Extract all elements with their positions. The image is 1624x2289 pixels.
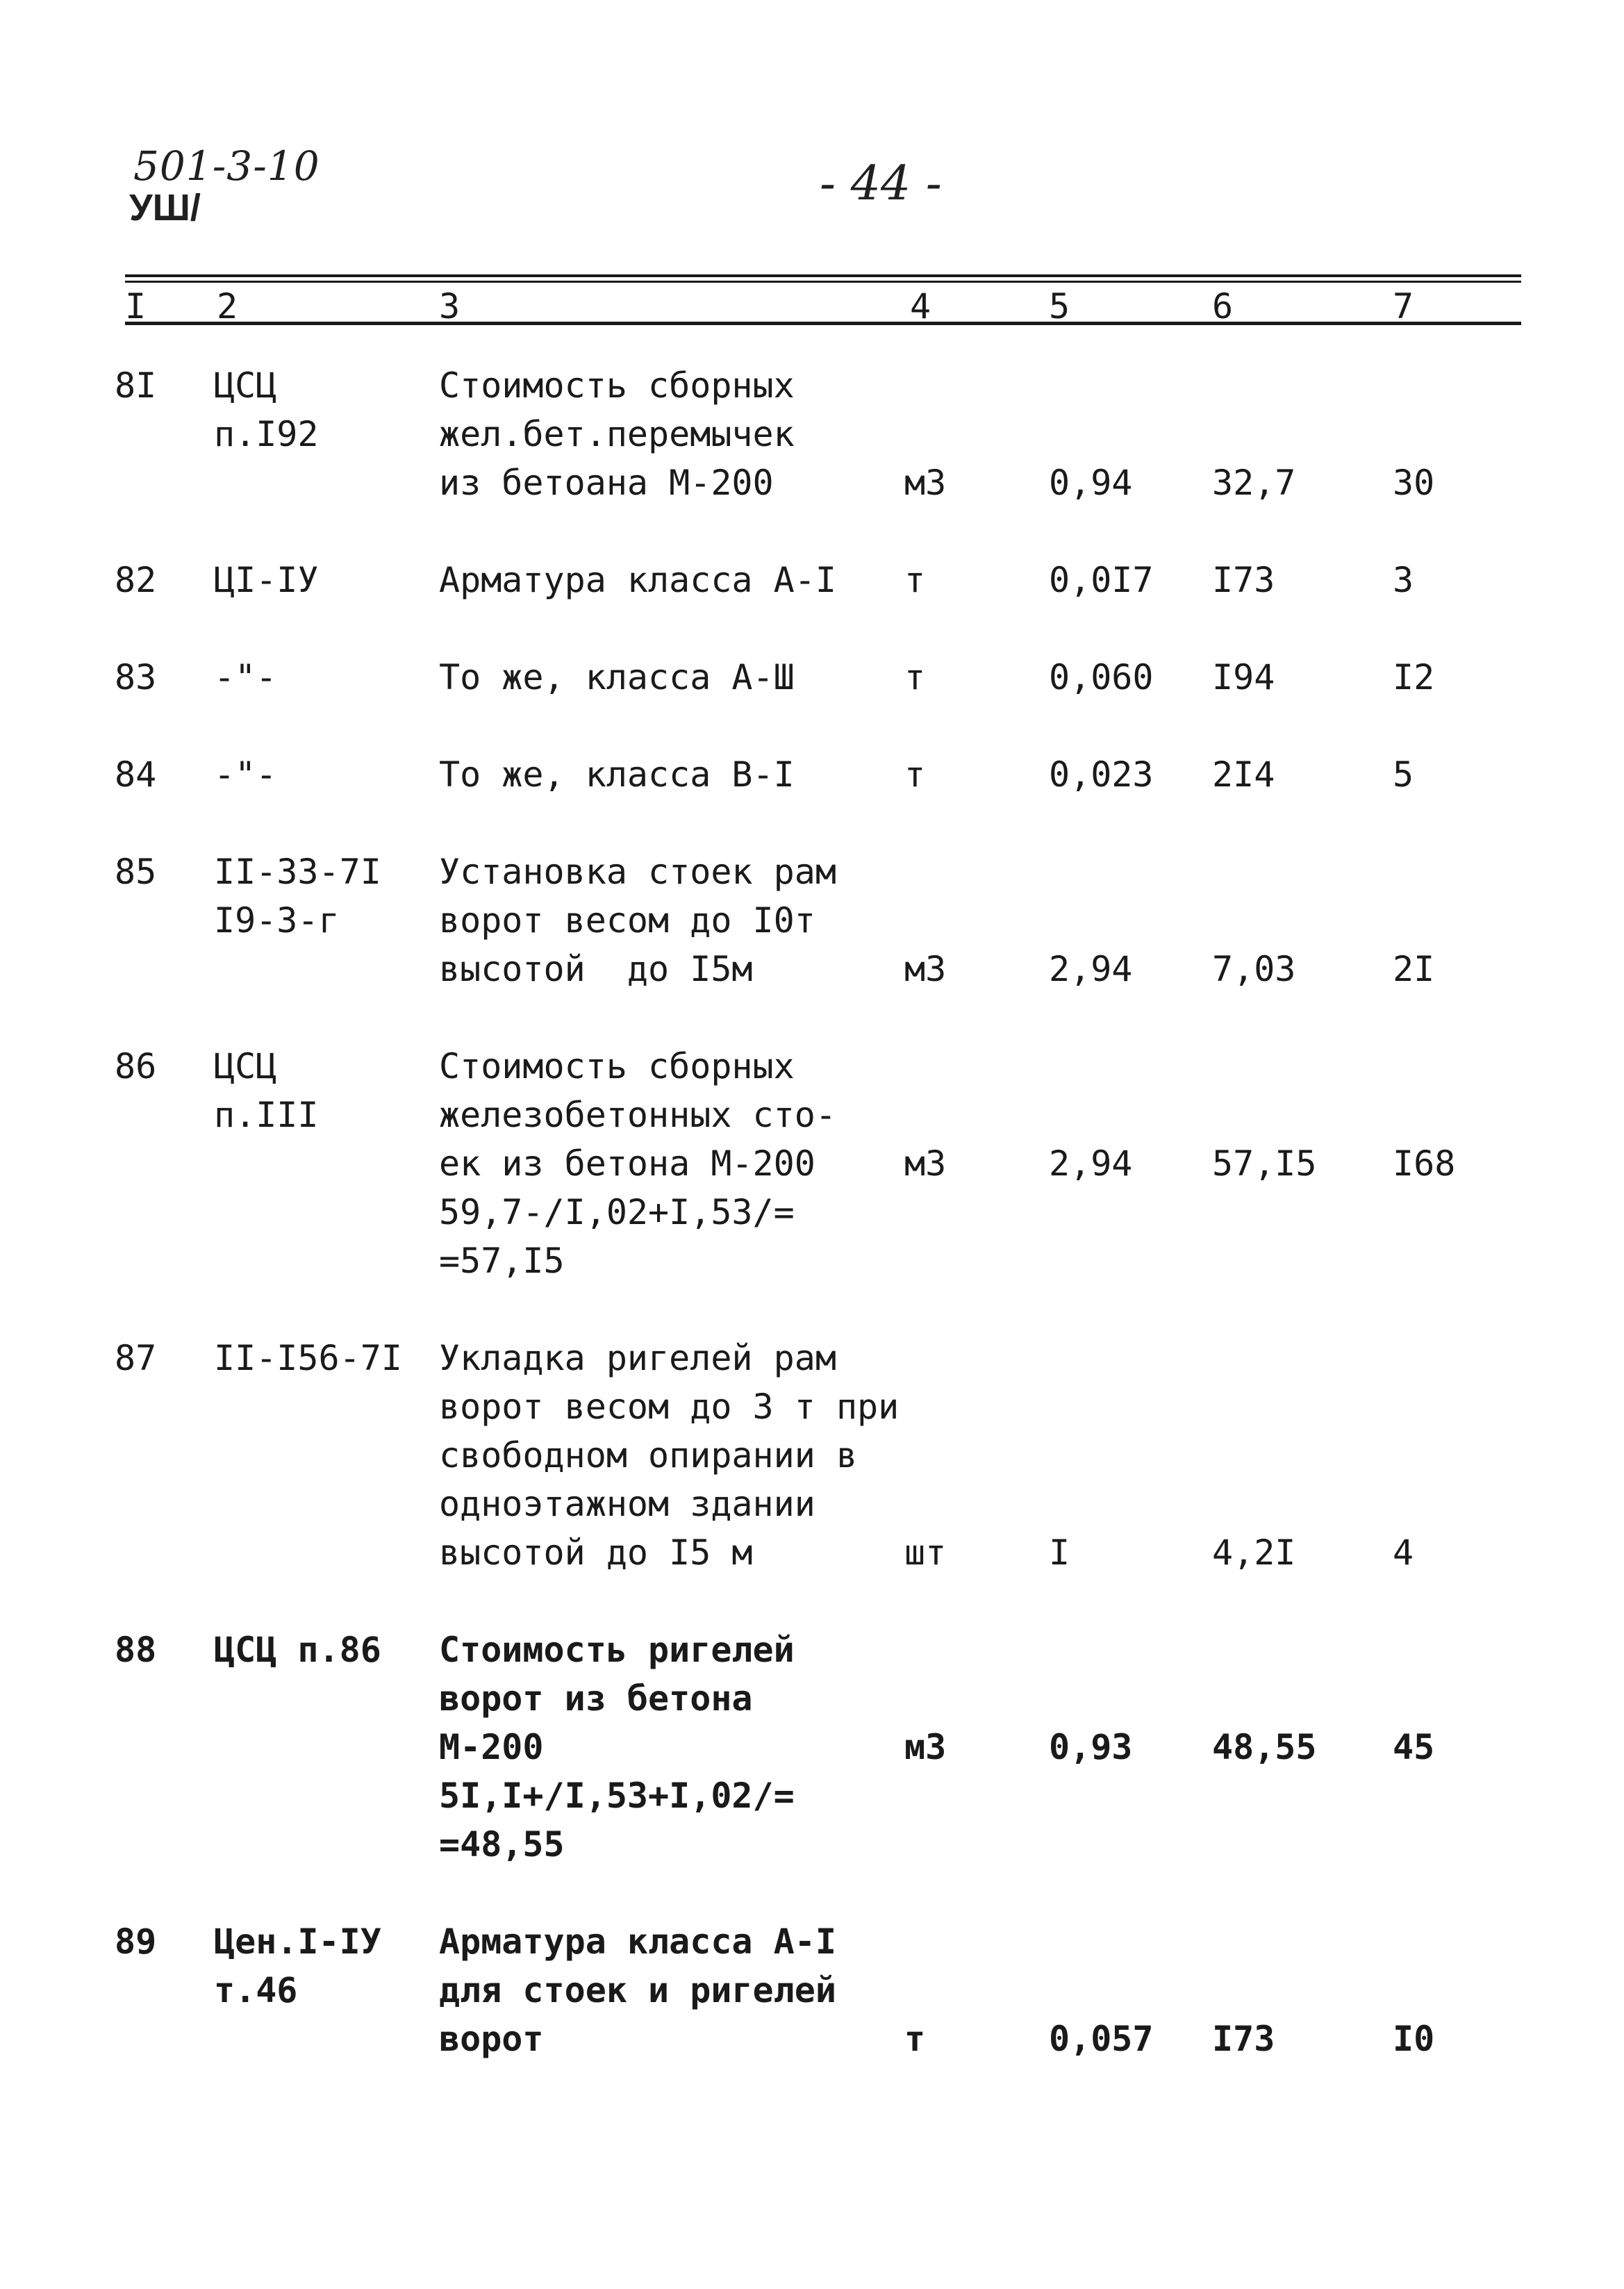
work-description: То же, класса В-I <box>439 754 795 795</box>
quantity: 0,93 <box>1049 1727 1133 1767</box>
column-header-6: 6 <box>1212 286 1234 327</box>
reference-code: II-I56-7I <box>214 1338 402 1378</box>
unit: т <box>904 2019 926 2059</box>
reference-code: I9-3-г <box>214 900 340 941</box>
column-header-1: I <box>125 286 147 327</box>
total-cost: I0 <box>1393 2019 1435 2059</box>
row-number: 89 <box>115 1922 157 1962</box>
unit-price: 57,I5 <box>1212 1143 1317 1184</box>
quantity: I <box>1049 1532 1070 1573</box>
quantity: 0,0I7 <box>1049 560 1154 600</box>
unit: м3 <box>904 1727 947 1767</box>
total-cost: 45 <box>1393 1727 1435 1767</box>
row-number: 84 <box>115 754 157 795</box>
total-cost: 4 <box>1393 1532 1414 1573</box>
unit: т <box>904 560 926 600</box>
quantity: 2,94 <box>1049 949 1133 989</box>
work-description: М-200 <box>439 1727 544 1767</box>
column-header-5: 5 <box>1049 286 1070 327</box>
quantity: 0,057 <box>1049 2019 1154 2059</box>
reference-code: ЦСЦ п.86 <box>214 1630 381 1670</box>
row-number: 86 <box>115 1046 157 1086</box>
row-number: 87 <box>115 1338 157 1378</box>
total-cost: 5 <box>1393 754 1414 795</box>
row-number: 82 <box>115 560 157 600</box>
work-description: ек из бетона М-200 <box>439 1143 815 1184</box>
column-header-2: 2 <box>217 286 238 327</box>
unit: т <box>904 657 926 697</box>
unit: шт <box>904 1532 947 1573</box>
work-description: ворот весом до I0т <box>439 900 815 941</box>
reference-code: -"- <box>214 657 277 697</box>
total-cost: 30 <box>1393 463 1435 503</box>
total-cost: I2 <box>1393 657 1435 697</box>
work-description: Стоимость сборных <box>439 1046 795 1086</box>
work-description: 5I,I+/I,53+I,02/= <box>439 1776 795 1816</box>
header-rule-top <box>125 274 1521 277</box>
quantity: 0,060 <box>1049 657 1154 697</box>
column-header-4: 4 <box>910 286 931 327</box>
row-number: 83 <box>115 657 157 697</box>
total-cost: I68 <box>1393 1143 1456 1184</box>
unit: т <box>904 754 926 795</box>
work-description: ворот <box>439 2019 544 2059</box>
total-cost: 3 <box>1393 560 1414 600</box>
work-description: ворот весом до 3 т при <box>439 1387 900 1427</box>
work-description: 59,7-/I,02+I,53/= <box>439 1192 795 1232</box>
unit-price: I94 <box>1212 657 1275 697</box>
work-description: Арматура класса А-I <box>439 560 836 600</box>
work-description: из бетоана М-200 <box>439 463 774 503</box>
unit-price: I73 <box>1212 560 1275 600</box>
page-number: - 44 - <box>820 156 942 211</box>
row-number: 8I <box>115 365 157 406</box>
work-description: Арматура класса А-I <box>439 1922 836 1962</box>
reference-code: II-33-7I <box>214 852 381 892</box>
total-cost: 2I <box>1393 949 1435 989</box>
work-description: =57,I5 <box>439 1241 565 1281</box>
unit-price: 4,2I <box>1212 1532 1296 1573</box>
work-description: высотой до I5 м <box>439 1532 753 1573</box>
work-description: железобетонных сто- <box>439 1095 836 1135</box>
header-rule-top-double <box>125 281 1521 283</box>
row-number: 88 <box>115 1630 157 1670</box>
work-description: высотой до I5м <box>439 949 753 989</box>
work-description: То же, класса А-Ш <box>439 657 795 697</box>
header-rule-bottom <box>125 322 1521 325</box>
work-description: жел.бет.перемычек <box>439 414 795 454</box>
reference-code: ЦСЦ <box>214 365 277 406</box>
unit-price: 48,55 <box>1212 1727 1317 1767</box>
work-description: Стоимость сборных <box>439 365 795 406</box>
column-header-7: 7 <box>1393 286 1414 327</box>
work-description: ворот из бетона <box>439 1678 753 1719</box>
column-header-3: 3 <box>439 286 461 327</box>
quantity: 2,94 <box>1049 1143 1133 1184</box>
work-description: свободном опирании в <box>439 1435 858 1476</box>
unit: м3 <box>904 949 947 989</box>
reference-code: -"- <box>214 754 277 795</box>
unit-price: 32,7 <box>1212 463 1296 503</box>
unit-price: 2I4 <box>1212 754 1275 795</box>
work-description: Стоимость ригелей <box>439 1630 795 1670</box>
reference-code: т.46 <box>214 1970 298 2010</box>
unit-price: I73 <box>1212 2019 1275 2059</box>
reference-code: п.I92 <box>214 414 319 454</box>
work-description: одноэтажном здании <box>439 1484 815 1524</box>
row-number: 85 <box>115 852 157 892</box>
work-description: Укладка ригелей рам <box>439 1338 836 1378</box>
quantity: 0,94 <box>1049 463 1133 503</box>
reference-code: Цен.I-IУ <box>214 1922 381 1962</box>
unit: м3 <box>904 463 947 503</box>
reference-code: ЦСЦ <box>214 1046 277 1086</box>
work-description: для стоек и ригелей <box>439 1970 836 2010</box>
quantity: 0,023 <box>1049 754 1154 795</box>
unit: м3 <box>904 1143 947 1184</box>
reference-code: п.III <box>214 1095 319 1135</box>
document-subcode: УШ/ <box>129 187 201 229</box>
unit-price: 7,03 <box>1212 949 1296 989</box>
document-code: 501-3-10 <box>133 142 320 190</box>
reference-code: ЦI-IУ <box>214 560 319 600</box>
work-description: Установка стоек рам <box>439 852 836 892</box>
work-description: =48,55 <box>439 1824 565 1865</box>
